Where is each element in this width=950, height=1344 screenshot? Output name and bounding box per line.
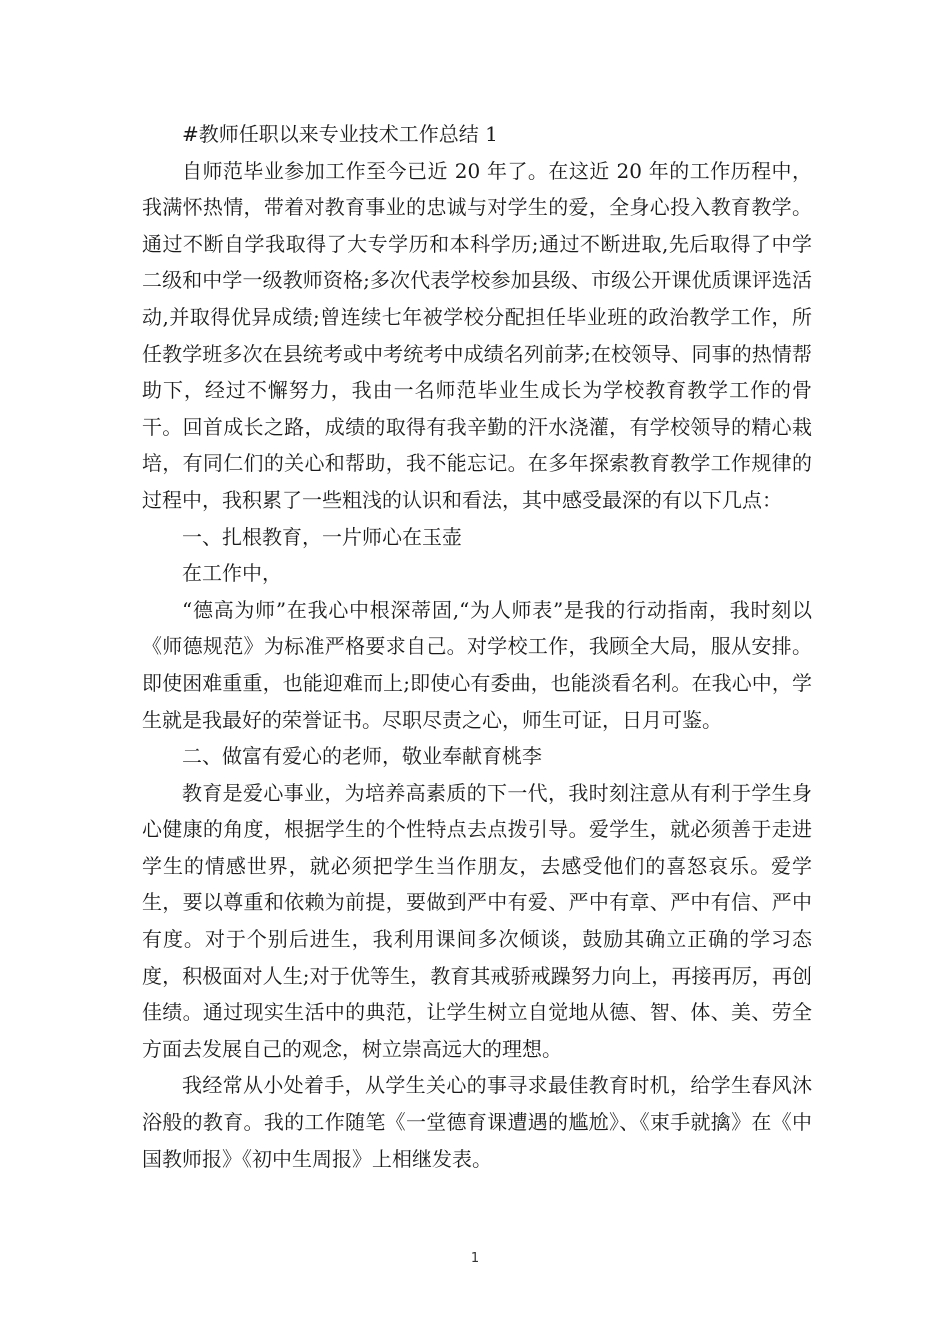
- section-heading-1: 一、扎根教育，一片师心在玉壶: [182, 524, 462, 549]
- section-heading-2: 二、做富有爱心的老师，敬业奉献育桃李: [182, 744, 542, 769]
- paragraph-work-lead: 在工作中，: [182, 561, 282, 586]
- document-title: #教师任职以来专业技术工作总结 1: [182, 122, 498, 146]
- document-body: [142, 116, 812, 1177]
- paragraph-intro: 自师范毕业参加工作至今已近 20 年了。在这近 20 年的工作历程中，我满怀热情，带着对教育事业的忠诚与对学生的爱，全身心投入教育教学。通过不断自学我取得了大专学历和本科学历;通过不断进取,先后取得了中学二级和中学一级教师资格;多次代表学校参加县级、市级公开课优质课评选活动,并取得优异成绩;曾连续七年被学校分配担任毕业班的政治教学工作，所任教学班多次在县统考或中考统考中成绩名列前茅;在校领导、同事的热情帮助下，经过不懈努力，我由一名师范毕业生成长为学校教育教学工作的骨干。回首成长之路，成绩的取得有我辛勤的汗水浇灌，有学校领导的精心栽培，有同仁们的关心和帮助，我不能忘记。在多年探索教育教学工作规律的过程中，我积累了一些粗浅的认识和看法，其中感受最深的有以下几点：: [142, 158, 812, 512]
- paragraph-love-education: 教育是爱心事业，为培养高素质的下一代，我时刻注意从有利于学生身心健康的角度，根据学生的个性特点去点拨引导。爱学生，就必须善于走进学生的情感世界，就必须把学生当作朋友，去感受他们的喜怒哀乐。爱学生，要以尊重和依赖为前提，要做到严中有爱、严中有章、严中有信、严中有度。对于个别后进生，我利用课间多次倾谈，鼓励其确立正确的学习态度，积极面对人生;对于优等生，教育其戒骄戒躁努力向上，再接再厉，再创佳绩。通过现实生活中的典范，让学生树立自觉地从德、智、体、美、劳全方面去发展自己的观念，树立崇高远大的理想。: [142, 780, 812, 1061]
- paragraph-teacher-ethics: “德高为师”在我心中根深蒂固,“为人师表”是我的行动指南，我时刻以《师德规范》为标准严格要求自己。对学校工作，我顾全大局，服从安排。即使困难重重，也能迎难而上;即使心有委曲，也能淡看名利。在我心中，学生就是我最好的荣誉证书。尽职尽责之心，师生可证，日月可鉴。: [142, 597, 812, 732]
- page-number: 1: [470, 1251, 480, 1266]
- paragraph-small-details: 我经常从小处着手，从学生关心的事寻求最佳教育时机，给学生春风沐浴般的教育。我的工作随笔《一堂德育课遭遇的尴尬》、《束手就擒》在《中国教师报》《初中生周报》上相继发表。: [142, 1073, 812, 1171]
